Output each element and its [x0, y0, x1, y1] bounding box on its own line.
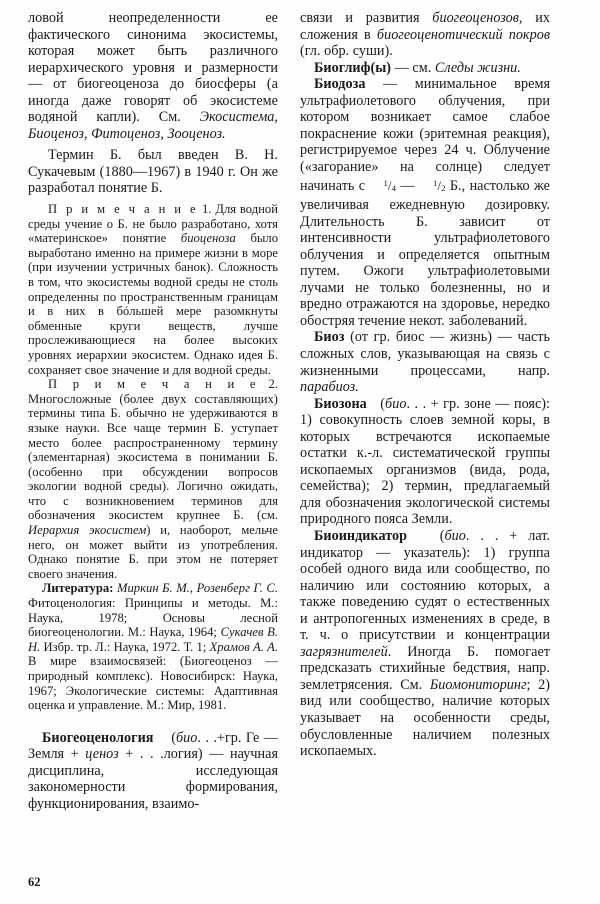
paragraph-continuation-biogeocenoz [28, 10, 278, 142]
entry-bioz-italic-parabioz: парабиоз. [300, 379, 359, 396]
spacer [28, 713, 278, 730]
entry-bioindikator [300, 528, 550, 760]
entry-bioindikator-italic-biomonitoring: Биомониторинг [429, 676, 527, 693]
right-continuation-italic-2: биогеоценотический покров [376, 26, 550, 43]
entry-bioglif [300, 60, 550, 77]
entry-bioz-text-1: (от гр. биос — жизнь) — часть сложных слов, указывающая на связь с жизненными процессами, напр. [300, 329, 550, 379]
page-number: 62 [28, 875, 41, 889]
note-2-italic-ierarhia: Иерархия экосистем [28, 523, 147, 538]
entry-bioindikator-etym-rest: . . . + лат. индикатор — указатель): [300, 527, 551, 561]
entry-biogeocenologia-definition: — научная дисциплина, исследующая закономерности формирования, функционирования, взаимо- [28, 746, 278, 812]
entry-bioindikator-text-1: 1) группа особей одного вида или сообщество, по наличию или состоянию которых, а также поведению судят о естественных и антропогенных изменениях в среде, в т. ч. о присутствии и концентрации [300, 544, 550, 644]
entry-biogeocenologia [28, 730, 278, 813]
entry-bioglif-dash: — см. [391, 59, 435, 76]
entry-bioz [300, 329, 550, 395]
paragraph-term-sukachev: Термин Б. был введен В. Н. Сукачевым (1880—1967) в 1940 г. Он же разработал понятие Б. [28, 147, 278, 197]
note-1-text-before: Для водной среды учение о Б. не было разработано, хотя «материнское» понятие [28, 202, 278, 246]
note-1-italic-biocenoza: биоценоза [180, 231, 236, 246]
entry-biozona [300, 396, 550, 528]
entry-bioindikator-text-2: . Иногда Б. помогает предсказать стихийные бедствия, напр. землетрясения. См. [300, 643, 550, 693]
note-1-number: 1. [198, 202, 216, 217]
entry-biozona-etym-italic-bio: био [385, 395, 407, 412]
literature-author-1: Миркин Б. М., Розенберг Г. С. [116, 581, 279, 596]
entry-biodoza-fraction-half: $^1/_2$ [432, 178, 446, 194]
entry-biozona-etym-open: ( [375, 395, 386, 412]
entry-biogeocenologia-etym-open: ( [171, 729, 176, 746]
entry-bioindikator-italic-zagryazniteley: загрязнителей [300, 643, 388, 660]
note-1 [28, 202, 278, 377]
entry-biogeocenologia-etym-mid: . . .+гр. Ге — Земля + [28, 729, 278, 763]
fraction-1-denominator: 4 [391, 183, 396, 194]
note-2-text-2: ) и, наоборот, мельче него, он может выйти из употребления. Однако понятие Б. при этом не потеряет своего значения. [28, 523, 278, 581]
literature-author-2: Сукачев В. Н. [28, 625, 279, 654]
fraction-2-numerator: 1 [432, 178, 438, 189]
two-column-layout [28, 10, 570, 846]
literature-paragraph [28, 581, 278, 712]
entry-bioz-headword: Биоз [314, 329, 345, 346]
entry-biogeocenologia-etym-mid-2: + . . .логия) [118, 746, 203, 763]
note-1-label: П р и м е ч а н и е [48, 202, 199, 217]
paragraph-continuation-biogeocenologia [300, 10, 550, 60]
literature-work-1: Фитоценология: Принципы и методы. М.: Наука, 1978; Основы лесной биогеоценологии. М.: Наука, 1964; [28, 596, 278, 640]
entry-bioindikator-headword: Биоиндикатор [314, 527, 408, 544]
right-continuation-italic-1: биогеоценозов [432, 10, 519, 26]
entry-biozona-etym-rest: . . . + гр. зоне — пояс): [406, 395, 551, 412]
entry-biogeocenologia-etym-italic-cenoz: ценоз [85, 746, 119, 763]
right-continuation-text-2: , их сложения в [300, 10, 550, 43]
continuation-lead-text: ловой неопределенности ее фактического синонима экосистемы, которая может быть различного иерархического уровня и размерности — от биогеоценоза до биосферы (а иногда даже говорят об экосистеме водяной капли). См. [28, 10, 278, 126]
entry-biodoza-text-2: Б., настолько же увеличивая ежедневную дозировку. Длительность Б. зависит от интенсивности ультрафиолетового облучения и определяется опытным путем. Ожоги ультрафиолетовыми лучами не только болезненны, но и вредно отражаются на здоровье, нередко обостряя течение некот. заболеваний. [300, 178, 550, 329]
fraction-1-numerator: 1 [383, 178, 388, 189]
right-continuation-text-3: (гл. обр. суши). [300, 43, 393, 60]
note-2 [28, 377, 278, 581]
right-continuation-text-1: связи и развития [300, 10, 433, 26]
continuation-see-also: Экосистема, Биоценоз, Фитоценоз, Зооценоз. [28, 109, 278, 142]
entry-biodoza-fraction-quarter: $^1/_4$ [383, 178, 396, 194]
entry-bioindikator-etym-open: ( [428, 527, 445, 544]
entry-biozona-text-1: 1) совокупность слоев земной коры, в которых встречаются ископаемые остатки к.-л. систематической группы ископаемых организмов (вида, рода, семейства); 2) термин, предлагаемый для обозначения экологической системы природного пояса Земли. [300, 412, 550, 528]
entry-biogeocenologia-etym-italic-bio: био [175, 729, 198, 746]
note-2-label: П р и м е ч а н и е [48, 377, 259, 392]
entry-bioglif-see-also: Следы жизни. [434, 59, 521, 76]
entry-biodoza-text-1: — минимальное время ультрафиолетового облучения, при котором возникает самое слабое покраснение кожи (эритемная реакция), регистрируемое через 24 ч. Облучение («загорание» на солнце) следует начинать с [300, 76, 550, 195]
literature-work-2: Избр. тр. Л.: Наука, 1972. Т. 1; [40, 639, 210, 654]
entry-bioindikator-etym-italic-bio: био [444, 527, 466, 544]
entry-biogeocenologia-headword: Биогеоценология [42, 729, 154, 746]
entry-biodoza [300, 76, 550, 329]
entry-biodoza-dash: — [396, 178, 419, 195]
entry-bioglif-headword: Биоглиф(ы) [314, 59, 392, 76]
literature-author-3: Храмов А. А. [209, 639, 278, 654]
note-1-text-after: было выработано именно на примере жизни в море (при изучении устричных банок). Сложность в том, что экосистемы водной среды не столь определенны по пространственным границам и в них в бóльшей мере разомкнуты обменные круги веществ, лучше прослеживающиеся на более высоких уровнях иерархии экосистем. Однако идея Б. сохраняет свое значение и для водной среды. [28, 231, 279, 377]
fraction-2-denominator: 2 [441, 183, 446, 194]
literature-label: Литература: [42, 581, 114, 596]
entry-bioindikator-text-3: ; 2) вид или сообщество, наличие которых указывает на особенности среды, обусловленные наличием полезных ископаемых. [300, 676, 550, 760]
entry-biodoza-headword: Биодоза [314, 76, 366, 93]
note-2-text-1: Многосложные (более двух составляющих) термины типа Б. обычно не удерживаются в языке науки. Все чаще термин Б. уступает место более распространенному термину (элементарная) экосистема в понимании Б. (особенно при обсуждении вопросов экологии водной среды). Логично ожидать, что с возникновением терминов для обозначения экосистем крупнее Б. (см. [28, 391, 278, 523]
literature-work-3: В мире взаимосвязей: (Биогеоценоз — природный комплекс). Новосибирск: Наука, 1967; Экологические системы: Адаптивная оценка и управление. М.: Мир, 1981. [28, 654, 278, 713]
note-2-number: 2. [258, 377, 279, 392]
left-column [28, 10, 278, 846]
entry-biozona-headword: Биозона [314, 395, 367, 412]
right-column [300, 10, 550, 846]
